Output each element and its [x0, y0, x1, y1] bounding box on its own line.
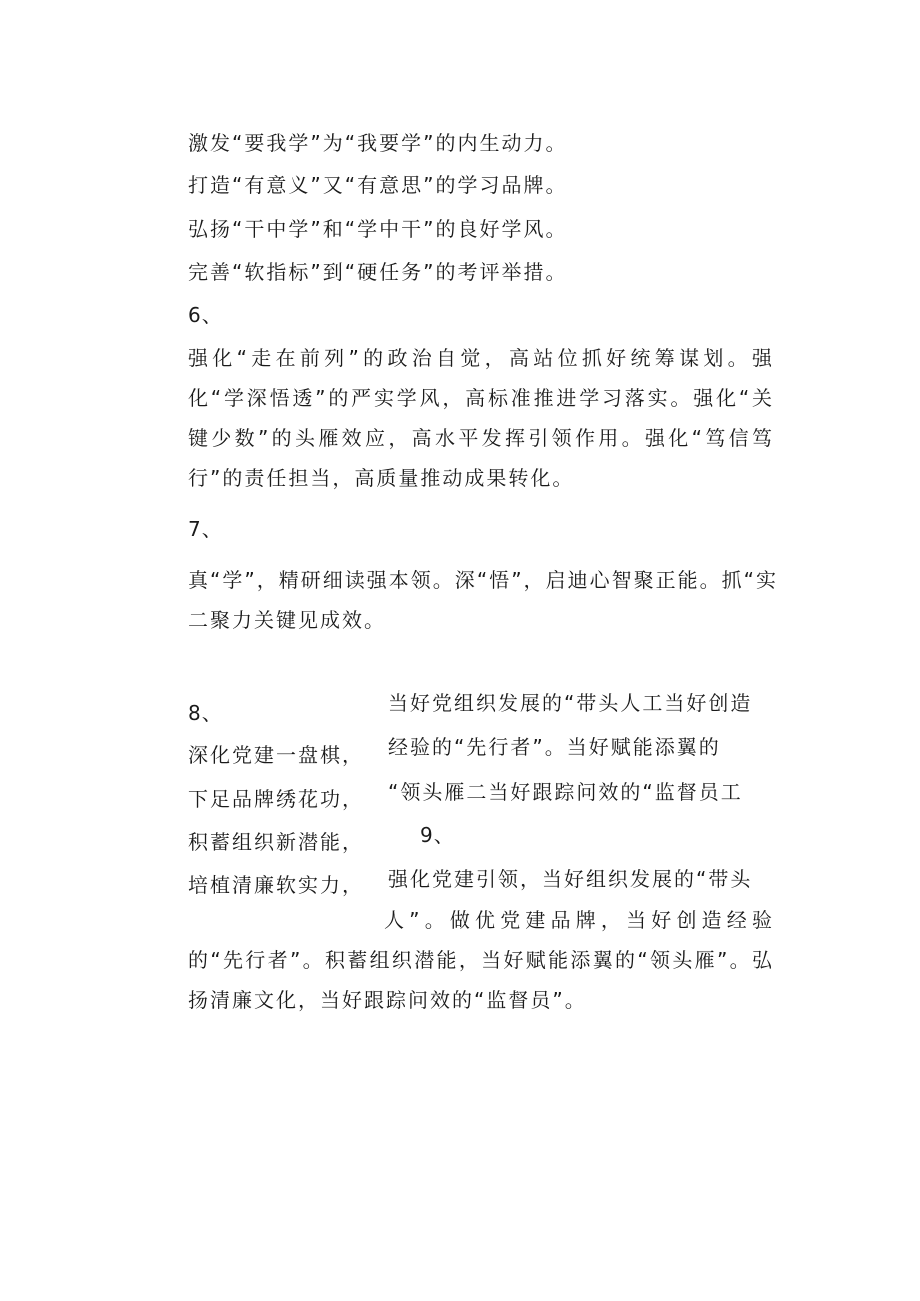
section-number-8: 8、	[188, 701, 223, 725]
section-8-left-line: 下足品牌绣花功，	[188, 787, 364, 811]
section-7-paragraph: 真“学”，精研细读强本领。深“悟”，启迪心智聚正能。抓“实二聚力关键见成效。	[188, 568, 778, 632]
section-6-paragraph: 强化“走在前列”的政治自觉，高站位抓好统筹谋划。强化“学深悟透”的严实学风，高标准推进学习落实。强化“关键少数”的头雁效应，高水平发挥引领作用。强化“笃信笃行”的责任担当，高质量推动成果转化。	[188, 346, 774, 490]
section-8-left-line: 深化党建一盘棋，	[188, 743, 364, 767]
section-9-paragraph: 人”。做优党建品牌，当好创造经验的“先行者”。积蓄组织潜能，当好赋能添翼的“领头雁”。弘扬清廉文化，当好跟踪问效的“监督员”。	[188, 908, 774, 1012]
section-8-right-line: 经验的“先行者”。当好赋能添翼的	[388, 735, 721, 759]
section-9-first-line: 强化党建引领，当好组织发展的“带头	[388, 867, 753, 891]
text-line: 打造“有意义”又“有意思”的学习品牌。	[188, 173, 568, 197]
text-line: 激发“要我学”为“我要学”的内生动力。	[188, 131, 568, 155]
section-number-7: 7、	[188, 517, 223, 541]
section-number-9: 9、	[420, 823, 455, 847]
section-8-left-line: 积蓄组织新潜能，	[188, 830, 364, 854]
section-number-6: 6、	[188, 303, 223, 327]
section-8-right-line: “领头雁二当好跟踪问效的“监督员工	[388, 780, 743, 804]
text-line: 完善“软指标”到“硬任务”的考评举措。	[188, 260, 568, 284]
text-line: 弘扬“干中学”和“学中干”的良好学风。	[188, 217, 568, 241]
section-8-right-line: 当好党组织发展的“带头人工当好创造	[388, 691, 753, 715]
section-8-left-line: 培植清廉软实力，	[188, 873, 364, 897]
